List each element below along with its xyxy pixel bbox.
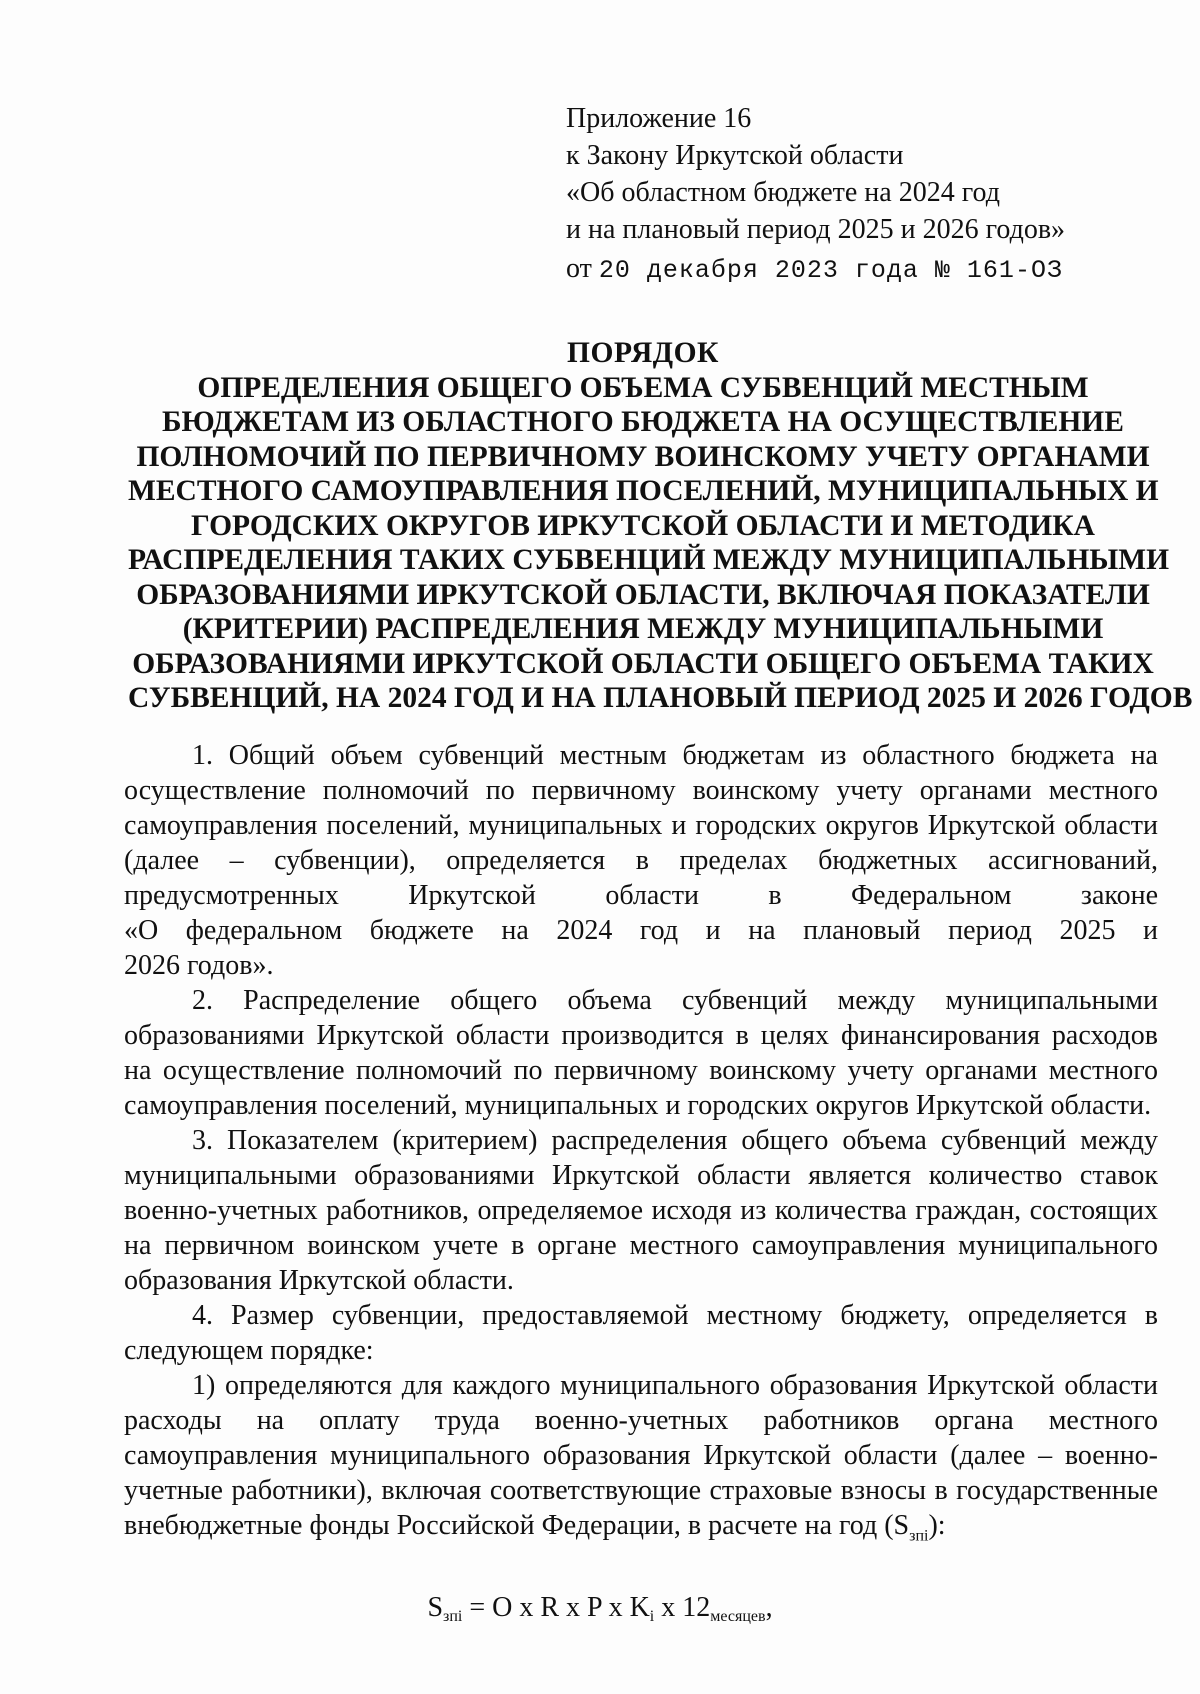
law-date-line: [566, 250, 1126, 289]
title-line: ПОЛНОМОЧИЙ ПО ПЕРВИЧНОМУ ВОИНСКОМУ УЧЕТУ ОРГАНАМИ: [136, 440, 1150, 473]
title-line: РАСПРЕДЕЛЕНИЯ ТАКИХ СУБВЕНЦИЙ МЕЖДУ МУНИЦИПАЛЬНЫМИ: [128, 544, 1170, 576]
paragraph-line: (далее – субвенции), определяется в пределах бюджетных ассигнований,: [124, 845, 1158, 876]
formula-tail: x 12: [654, 1592, 711, 1623]
paragraph-line: на первичном воинском учете в органе местного самоуправления муниципального: [124, 1230, 1158, 1261]
formula-end: ,: [765, 1592, 773, 1623]
paragraph-line: «О федеральном бюджете на 2024 год и на плановый период 2025 и: [124, 915, 1158, 946]
title-heading: ПОРЯДОК: [567, 337, 719, 369]
appendix-line: к Закону Иркутской области: [566, 140, 904, 171]
paragraph-line: военно-учетных работников, определяемое исходя из количества граждан, состоящих: [124, 1195, 1158, 1226]
paragraph-line: 3. Показателем (критерием) распределения общего объема субвенций между: [192, 1125, 1158, 1156]
formula-lhs: S: [427, 1592, 444, 1623]
paragraph-text: внебюджетные фонды Российской Федерации, в расчете на год (S: [124, 1510, 910, 1541]
appendix-line: «Об областном бюджете на 2024 год: [566, 177, 1000, 208]
paragraph-line: осуществление полномочий по первичному воинскому учету органами местного: [124, 775, 1158, 806]
document-title: [128, 336, 1193, 716]
appendix-header: [566, 100, 1126, 289]
paragraph-line: муниципальными образованиями Иркутской области является количество ставок: [124, 1160, 1158, 1191]
date-prefix: от: [566, 253, 592, 284]
paragraph-line: образования Иркутской области.: [124, 1265, 514, 1296]
paragraph-line: на осуществление полномочий по первичному воинскому учету органами местного: [124, 1055, 1158, 1086]
title-line: МЕСТНОГО САМОУПРАВЛЕНИЯ ПОСЕЛЕНИЙ, МУНИЦИПАЛЬНЫХ И: [128, 475, 1159, 507]
law-date-number: 20 декабря 2023 года № 161-ОЗ: [598, 256, 1063, 285]
title-line: СУБВЕНЦИЙ, НА 2024 ГОД И НА ПЛАНОВЫЙ ПЕРИОД 2025 И 2026 ГОДОВ: [128, 682, 1193, 714]
paragraph-4-1: [124, 1368, 1158, 1554]
paragraph-line: 1) определяются для каждого муниципального образования Иркутской области: [192, 1370, 1158, 1401]
paragraph-line: 2026 годов».: [124, 950, 274, 981]
document-body: [124, 738, 1158, 1554]
formula-tail-subscript: месяцев: [710, 1608, 766, 1625]
paragraph-1: [124, 738, 1158, 983]
title-line: ОПРЕДЕЛЕНИЯ ОБЩЕГО ОБЪЕМА СУБВЕНЦИЙ МЕСТНЫМ: [197, 371, 1089, 404]
paragraph-2: [124, 983, 1158, 1123]
subscript: зпi: [909, 1527, 929, 1545]
paragraph-line: [124, 1508, 1158, 1554]
formula-middle: = O x R x P x K: [462, 1592, 650, 1623]
paragraph-line: самоуправления муниципального образования Иркутской области (далее – военно-: [124, 1440, 1158, 1471]
paragraph-line: 2. Распределение общего объема субвенций между муниципальными: [192, 985, 1158, 1016]
formula-lhs-subscript: зпi: [443, 1608, 463, 1625]
appendix-line: Приложение 16: [566, 103, 752, 134]
paragraph-line: самоуправления поселений, муниципальных и городских округов Иркутской области.: [124, 1090, 1152, 1121]
paragraph-line: учетные работники), включая соответствующие страховые взносы в государственные: [124, 1475, 1158, 1506]
formula-k-subscript: i: [649, 1608, 655, 1625]
paragraph-line: предусмотренных Иркутской области в Федеральном законе: [124, 880, 1158, 911]
title-line: ОБРАЗОВАНИЯМИ ИРКУТСКОЙ ОБЛАСТИ ОБЩЕГО ОБЪЕМА ТАКИХ: [132, 647, 1154, 680]
paragraph-4: [124, 1298, 1158, 1368]
paragraph-line: самоуправления поселений, муниципальных и городских округов Иркутской области: [124, 810, 1158, 841]
paragraph-text: ):: [928, 1510, 946, 1541]
paragraph-line: следующем порядке:: [124, 1335, 374, 1366]
title-line: ГОРОДСКИХ ОКРУГОВ ИРКУТСКОЙ ОБЛАСТИ И МЕТОДИКА: [191, 509, 1095, 542]
paragraph-line: образованиями Иркутской области производится в целях финансирования расходов: [124, 1020, 1158, 1051]
paragraph-line: 4. Размер субвенции, предоставляемой местному бюджету, определяется в: [192, 1300, 1158, 1331]
appendix-line: и на плановый период 2025 и 2026 годов»: [566, 214, 1066, 245]
paragraph-line: расходы на оплату труда военно-учетных работников органа местного: [124, 1405, 1158, 1436]
title-line: (КРИТЕРИИ) РАСПРЕДЕЛЕНИЯ МЕЖДУ МУНИЦИПАЛЬНЫМИ: [182, 613, 1104, 645]
formula: [0, 1592, 1200, 1626]
paragraph-line: 1. Общий объем субвенций местным бюджетам из областного бюджета на: [192, 740, 1158, 771]
title-line: БЮДЖЕТАМ ИЗ ОБЛАСТНОГО БЮДЖЕТА НА ОСУЩЕСТВЛЕНИЕ: [162, 406, 1124, 438]
title-line: ОБРАЗОВАНИЯМИ ИРКУТСКОЙ ОБЛАСТИ, ВКЛЮЧАЯ ПОКАЗАТЕЛИ: [136, 578, 1150, 611]
paragraph-3: [124, 1123, 1158, 1298]
